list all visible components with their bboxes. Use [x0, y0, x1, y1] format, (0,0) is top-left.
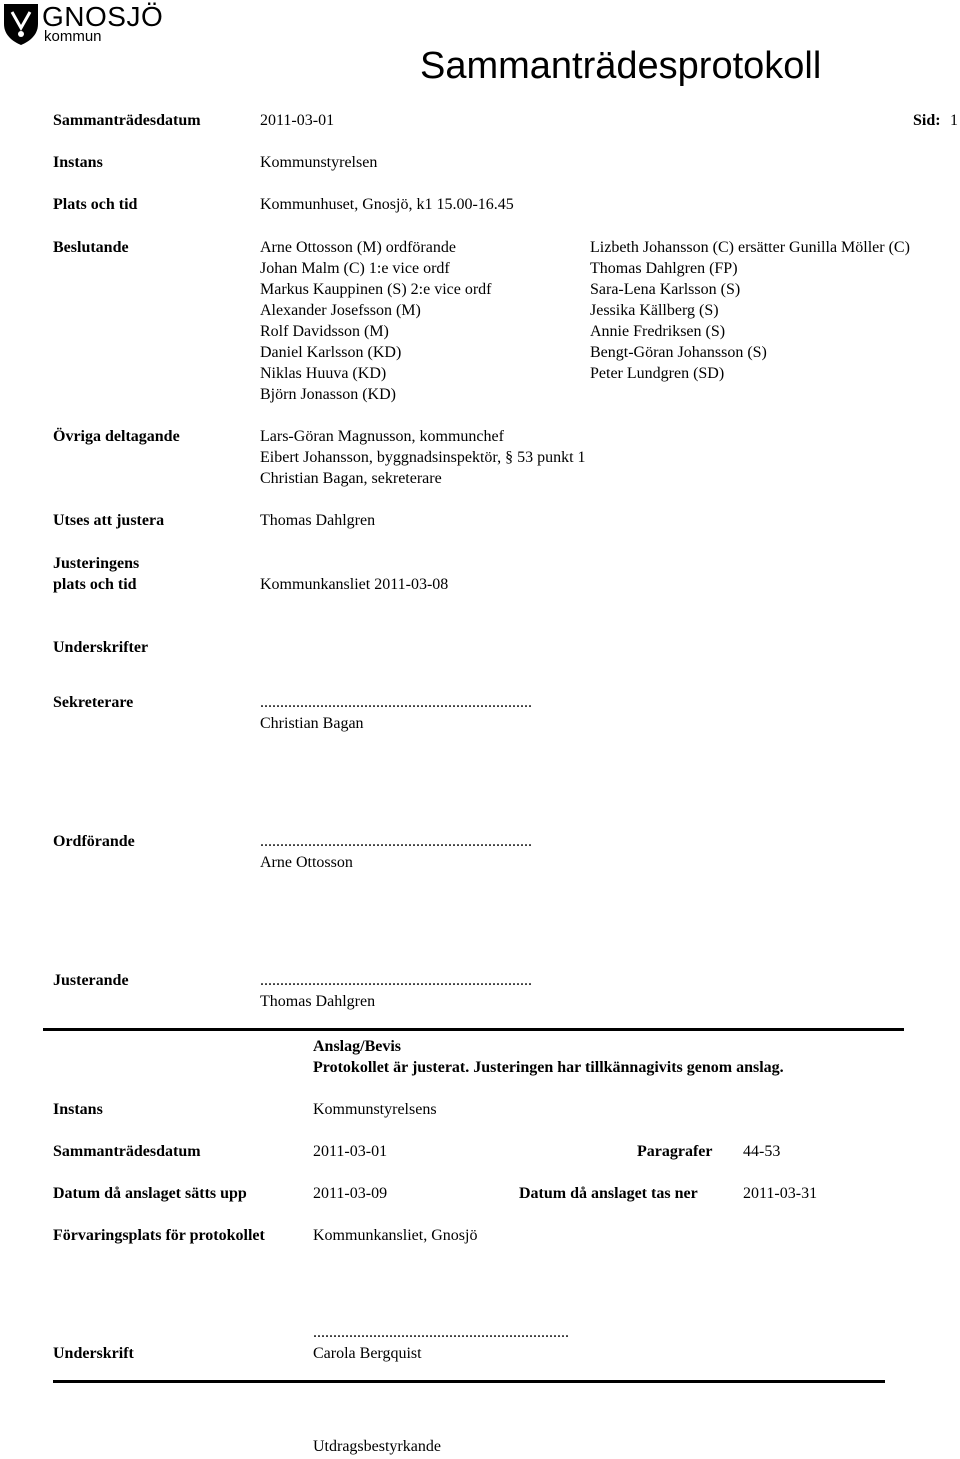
page-label: Sid: [913, 112, 941, 129]
sekreterare-signature-line: .................................................................... [260, 694, 532, 711]
ovriga-item-1: Eibert Johansson, byggnadsinspektör, § 53 punkt 1 [260, 449, 586, 466]
beslutande-left-7: Björn Jonasson (KD) [260, 386, 396, 403]
ovriga-item-0: Lars-Göran Magnusson, kommunchef [260, 428, 504, 445]
underskrift-signature-line: ................................................................ [313, 1324, 569, 1341]
anslag-instans-value: Kommunstyrelsens [313, 1101, 437, 1118]
forvaring-label: Förvaringsplats för protokollet [53, 1227, 265, 1244]
satts-value: 2011-03-09 [313, 1185, 388, 1202]
municipality-logo [0, 0, 170, 50]
anslag-heading: Anslag/Bevis [313, 1038, 402, 1055]
justerande-name: Thomas Dahlgren [260, 993, 376, 1010]
anslag-top-rule [43, 1028, 904, 1031]
beslutande-left-4: Rolf Davidsson (M) [260, 323, 389, 340]
beslutande-left-2: Markus Kauppinen (S) 2:e vice ordf [260, 281, 492, 298]
justeringens-label-1: Justeringens [53, 555, 140, 572]
tas-label: Datum då anslaget tas ner [519, 1185, 698, 1202]
document-title: Sammanträdesprotokoll [420, 45, 822, 87]
anslag-date-value: 2011-03-01 [313, 1143, 388, 1160]
plats-value: Kommunhuset, Gnosjö, k1 15.00-16.45 [260, 196, 514, 213]
beslutande-right-5: Bengt-Göran Johansson (S) [590, 344, 767, 361]
utses-label: Utses att justera [53, 512, 165, 529]
beslutande-right-2: Sara-Lena Karlsson (S) [590, 281, 741, 298]
underskrifter-heading: Underskrifter [53, 639, 149, 656]
paragrafer-value: 44-53 [743, 1143, 781, 1160]
beslutande-label: Beslutande [53, 239, 129, 256]
anslag-date-label: Sammanträdesdatum [53, 1143, 201, 1160]
sekreterare-name: Christian Bagan [260, 715, 364, 732]
beslutande-right-6: Peter Lundgren (SD) [590, 365, 725, 382]
instans-value: Kommunstyrelsen [260, 154, 378, 171]
beslutande-left-5: Daniel Karlsson (KD) [260, 344, 402, 361]
logo-subtitle: kommun [44, 28, 102, 45]
anslag-instans-label: Instans [53, 1101, 103, 1118]
logo-name: GNOSJÖ [42, 1, 164, 32]
underskrift-name: Carola Bergquist [313, 1345, 422, 1362]
coat-of-arms-icon [2, 2, 40, 46]
beslutande-right-3: Jessika Källberg (S) [590, 302, 719, 319]
paragrafer-label: Paragrafer [637, 1143, 713, 1160]
plats-label: Plats och tid [53, 196, 138, 213]
ordforande-label: Ordförande [53, 833, 135, 850]
instans-label: Instans [53, 154, 103, 171]
ovriga-label: Övriga deltagande [53, 428, 180, 445]
anslag-text: Protokollet är justerat. Justeringen har tillkännagivits genom anslag. [313, 1059, 784, 1076]
beslutande-right-0: Lizbeth Johansson (C) ersätter Gunilla Möller (C) [590, 239, 910, 256]
justerande-signature-line: .................................................................... [260, 972, 532, 989]
beslutande-left-0: Arne Ottosson (M) ordförande [260, 239, 456, 256]
ovriga-item-2: Christian Bagan, sekreterare [260, 470, 442, 487]
justeringens-label-2: plats och tid [53, 576, 137, 593]
ordforande-name: Arne Ottosson [260, 854, 353, 871]
beslutande-left-3: Alexander Josefsson (M) [260, 302, 421, 319]
tas-value: 2011-03-31 [743, 1185, 818, 1202]
ordforande-signature-line: .................................................................... [260, 833, 532, 850]
underskrift-label: Underskrift [53, 1345, 134, 1362]
date-value: 2011-03-01 [260, 112, 335, 129]
forvaring-value: Kommunkansliet, Gnosjö [313, 1227, 478, 1244]
date-label: Sammanträdesdatum [53, 112, 201, 129]
utses-value: Thomas Dahlgren [260, 512, 376, 529]
justerande-label: Justerande [53, 972, 129, 989]
beslutande-right-1: Thomas Dahlgren (FP) [590, 260, 738, 277]
anslag-bottom-rule [53, 1380, 885, 1383]
page-number: 1 [950, 112, 958, 129]
satts-label: Datum då anslaget sätts upp [53, 1185, 247, 1202]
beslutande-left-6: Niklas Huuva (KD) [260, 365, 387, 382]
sekreterare-label: Sekreterare [53, 694, 134, 711]
justeringens-value: Kommunkansliet 2011-03-08 [260, 576, 449, 593]
beslutande-left-1: Johan Malm (C) 1:e vice ordf [260, 260, 450, 277]
beslutande-right-4: Annie Fredriksen (S) [590, 323, 726, 340]
utdragsbestyrkande: Utdragsbestyrkande [313, 1438, 441, 1455]
